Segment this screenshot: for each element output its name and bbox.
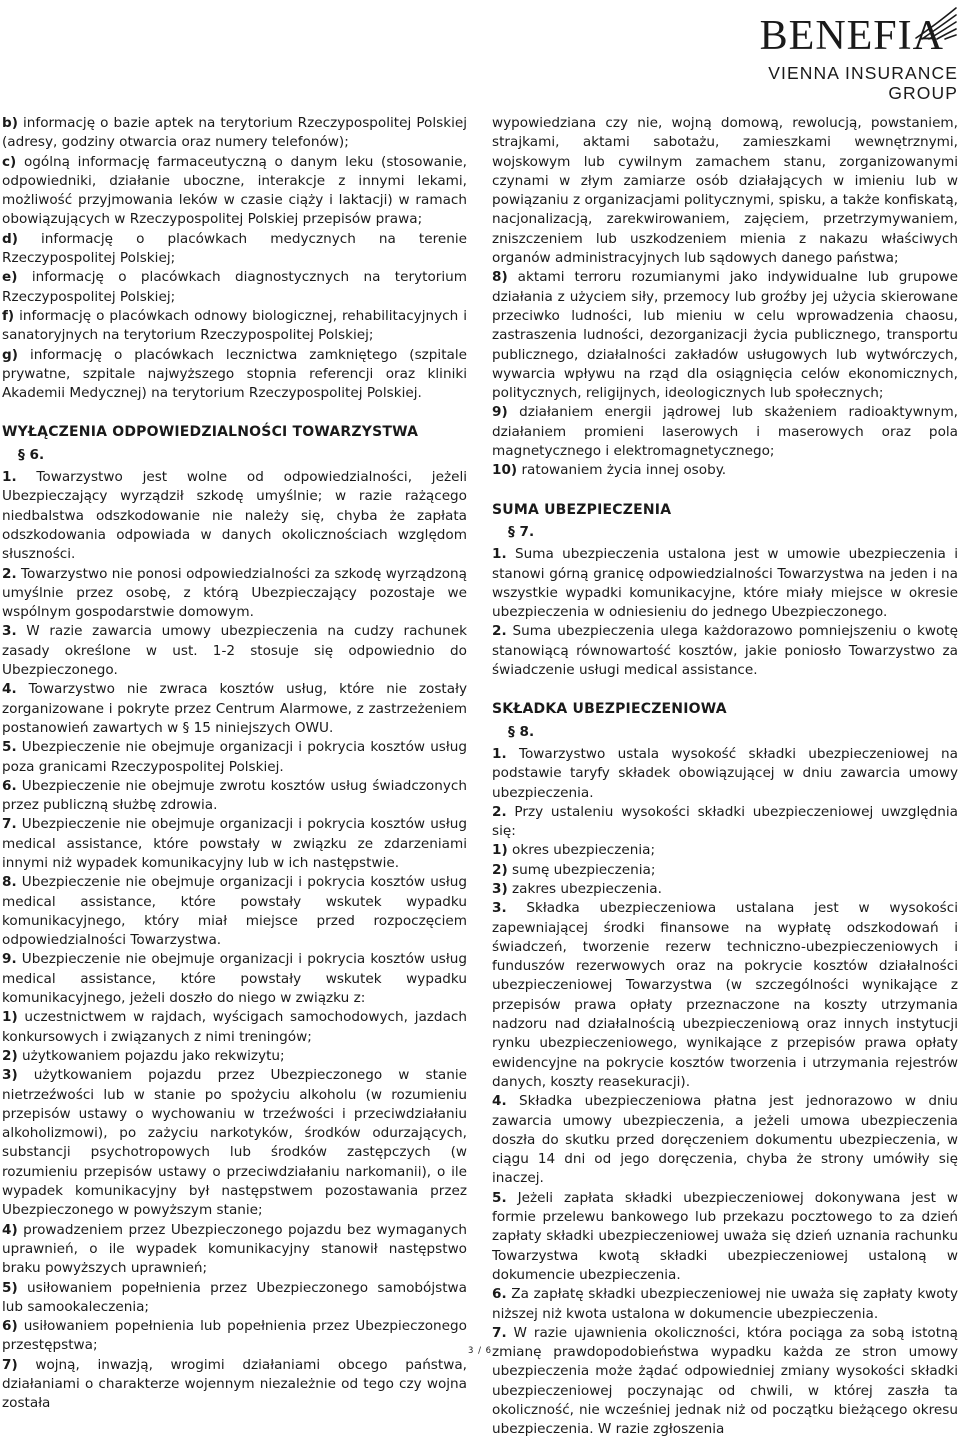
clause-text: Jeżeli zapłata składki ubezpieczeniowej dokonywana jest w formie przelewu bankowego lub przekazu pocztowego to za dzień zapłaty składki ubezpieczeniowej uważa się dzień uznania rachunku Towarzystwa kwotą składki ubezpieczeniowej ustaloną w dokumencie ubezpieczenia. <box>492 1189 958 1283</box>
clause <box>2 622 467 680</box>
benefia-logo <box>722 6 958 103</box>
item-marker: e) <box>2 269 18 286</box>
clause-text: Składka ubezpieczeniowa ustalana jest w wysokości zapewniającej środki finansowe na wypłatę odszkodowań i świadczeń, tworzenie rezerw techniczno-ubezpieczeniowych i funduszów rezerwowych oraz na pokrycie kosztów działalności ubezpieczeniowej Towarzystwa (w szczególności wynikające z przepisów prawa opłaty przeznaczone na koszty utrzymania nadzoru nad działalnością ubezpieczeniową oraz innych instytucji rynku ubezpieczeniowego, wynikające z przepisów prawa opłaty ewidencyjne na pokrycie kosztów tworzenia i utrzymania rejestrów danych, koszty reasekuracji). <box>492 900 958 1090</box>
item-marker: c) <box>2 153 17 170</box>
item-text: prowadzeniem przez Ubezpieczonego pojazdu bez wymaganych uprawnień, o ile wypadek komunikacyjny stanowił następstwo braku powyższych uprawnień; <box>2 1221 467 1277</box>
clause <box>2 815 467 873</box>
clause-text: Ubezpieczenie nie obejmuje zwrotu kosztów usług świadczonych przez publiczną służbę zdrowia. <box>2 777 467 814</box>
item-text: usiłowaniem popełnienia lub popełnienia przez Ubezpieczonego przestępstwa; <box>2 1318 467 1354</box>
item-text: informację o placówkach diagnostycznych na terytorium Rzeczypospolitej Polskiej; <box>2 269 468 305</box>
clause-text: Towarzystwo ustala wysokość składki ubezpieczeniowej na podstawie taryfy składek obowiązującej w dniu zawarcia umowy ubezpieczenia. <box>492 745 959 801</box>
clause-text: Towarzystwo nie ponosi odpowiedzialności za szkodę wyrządzoną umyślnie przez osobę, z którą Ubezpieczający pozostaje we wspólnym gospodarstwie domowym. <box>2 565 467 621</box>
list-item <box>2 1047 467 1066</box>
item-text: uczestnictwem w rajdach, wyścigach samochodowych, jazdach konkursowych i związanych z nimi treningów; <box>2 1009 467 1045</box>
clause <box>492 899 958 1092</box>
clause-text: Ubezpieczenie nie obejmuje organizacji i pokrycia kosztów usług medical assistance, które powstały w związku ze zdarzeniami innymi niż wypadek komunikacyjny lub w ich następstwie. <box>2 816 467 871</box>
clause-number: 2. <box>492 623 507 640</box>
clause-number: 7. <box>2 816 17 833</box>
list-item <box>492 268 958 403</box>
list-item <box>2 1356 467 1414</box>
list-item <box>2 268 467 307</box>
item-marker: 9) <box>492 404 508 421</box>
item-marker: 1) <box>492 842 508 859</box>
clause <box>2 873 467 950</box>
item-text: aktami terroru rozumianymi jako indywidualne lub grupowe działania z użyciem siły, przemocy lub groźby jej użycia skierowane przeciwko ludności, lub mieniu w celu wprowadzenia chaosu, zastraszenia ludności, dezorganizacji życia publicznego, transportu publicznego, działalności zakładów usługowych lub wytwórczych, wywarcia wpływu na rząd dla osiągnięcia celów ekonomicznych, politycznych, religijnych, ideologicznych lub społecznych; <box>492 269 958 402</box>
left-column <box>2 114 467 1414</box>
brand-name: BENEFIA <box>759 13 944 59</box>
clause-number: 5. <box>2 739 17 756</box>
benefia-leaf-icon <box>912 6 958 40</box>
clause-text: Za zapłatę składki ubezpieczeniowej nie uważa się zapłaty kwoty niższej niż kwota ustalona w dokumencie ubezpieczenia. <box>492 1286 958 1322</box>
clause-number: 3. <box>492 900 507 917</box>
clause <box>2 680 467 738</box>
clause-number: 9. <box>2 951 17 968</box>
clause-number: 1. <box>492 745 507 762</box>
item-text: ratowaniem życia innej osoby. <box>521 462 727 479</box>
item-text: zakres ubezpieczenia. <box>512 880 662 897</box>
clause <box>492 1285 958 1324</box>
list-item <box>492 880 958 899</box>
clause-number: 6. <box>2 777 17 794</box>
item-marker: 5) <box>2 1279 18 1296</box>
section-6-paragraph: § 6. <box>18 446 45 463</box>
section-7-paragraph: § 7. <box>508 523 535 540</box>
list-item <box>2 1066 467 1220</box>
item-marker: 2) <box>492 861 508 878</box>
list-item <box>492 841 958 860</box>
page-number: 3 / 6 <box>467 1346 493 1356</box>
item-marker: 2) <box>2 1047 18 1064</box>
item-marker: b) <box>2 115 18 131</box>
clause-number: 2. <box>2 565 17 582</box>
item-marker: 7) <box>2 1356 18 1373</box>
section-6-heading: WYŁĄCZENIA ODPOWIEDZIALNOŚCI TOWARZYSTWA <box>2 424 419 441</box>
clause-text: Ubezpieczenie nie obejmuje organizacji i pokrycia kosztów usług medical assistance, które powstały wskutek wypadku komunikacyjnego, który miał miejsce przed rozpoczęciem odpowiedzialności Towarzystwa. <box>2 874 467 949</box>
item-marker: d) <box>2 230 18 247</box>
list-item <box>2 114 467 153</box>
clause-text: Suma ubezpieczenia ulega każdorazowo pomniejszeniu o kwotę stanowiącą równowartość kosztów, jakie poniosło Towarzystwo za świadczenie usługi medical assistance. <box>492 623 958 679</box>
exclusion-list-continued <box>492 268 958 480</box>
list-item <box>2 1221 467 1279</box>
clause-text: W razie ujawnienia okoliczności, która pociąga za sobą istotną zmianę prawdopodobieństwa wypadku każda ze stron umowy ubezpieczenia może żądać odpowiedniej zmiany wysokości składki ubezpieczeniowej poczynając od chwili, w której zaszła ta okoliczność, nie wcześniej jednak niż od początku bieżącego okresu ubezpieczenia. W razie zgłoszenia <box>492 1324 958 1438</box>
list-item <box>492 403 958 461</box>
brand-tagline: VIENNA INSURANCE GROUP <box>768 63 958 103</box>
clause <box>492 545 958 622</box>
clause-number: 2. <box>492 803 507 820</box>
item-text: informację o placówkach medycznych na terenie Rzeczypospolitej Polskiej; <box>2 230 467 267</box>
clause-text: Składka ubezpieczeniowa płatna jest jednorazowo w dniu zawarcia umowy ubezpieczenia, a jeżeli umowa ubezpieczenia doszła do skutku przed doręczeniem dokumentu ubezpieczenia, w ciągu 14 dni od jego doręczenia, chyba że strony umówiły się inaczej. <box>492 1093 958 1187</box>
clause-number: 1. <box>2 469 17 486</box>
clause-text: W razie zawarcia umowy ubezpieczenia na cudzy rachunek zasady określone w ust. 1-2 stosuje się odpowiednio do Ubezpieczonego. <box>2 623 467 679</box>
list-item <box>492 461 958 480</box>
clause <box>2 777 467 816</box>
section-8-clauses <box>492 745 958 1440</box>
clause-number: 4. <box>2 681 17 698</box>
clause-number: 7. <box>492 1324 507 1341</box>
item-marker: 10) <box>492 462 518 479</box>
clause-number: 8. <box>2 874 17 891</box>
item-marker: g) <box>2 346 18 363</box>
item-text: informację o placówkach odnowy biologicznej, rehabilitacyjnych i sanatoryjnych na terytorium Rzeczypospolitej Polskiej; <box>2 307 467 344</box>
item-marker: 3) <box>2 1067 18 1084</box>
clause-number: 1. <box>492 546 507 563</box>
item-text: okres ubezpieczenia; <box>512 842 656 859</box>
clause <box>2 950 467 1008</box>
continued-text: wypowiedziana czy nie, wojną domową, rewolucją, powstaniem, strajkami, aktami sabotażu, zamieszkami wewnętrznymi, wojskowym lub cywilnym zamachem stanu, zorganizowanymi czynami w złym zamiarze osób działających w imieniu lub w powiązaniu z organizacjami politycznymi, spisku, a także konfiskatą, nacjonalizacją, zarekwirowaniem, zajęciem, przetrzymywaniem, zniszczeniem lub uszkodzeniem mienia z nakazu właściwych organów administracyjnych lub sądowych danego państwa; <box>492 115 958 267</box>
section-8-paragraph: § 8. <box>508 723 535 740</box>
item-marker: 4) <box>2 1221 18 1238</box>
clause-text: Przy ustaleniu wysokości składki ubezpieczeniowej uwzględnia się: <box>492 803 958 840</box>
clause-text: Ubezpieczenie nie obejmuje organizacji i pokrycia kosztów usług medical assistance, które powstały wskutek wypadku komunikacyjnego, jeżeli doszło do niego w związku z: <box>2 951 467 1007</box>
clause <box>492 803 958 842</box>
section-6-clauses <box>2 468 467 1008</box>
item-marker: f) <box>2 307 15 324</box>
item-text: informację o placówkach lecznictwa zamkniętego (szpitale prywatne, szpitale najwyższego stopnia referencji oraz kliniki Akademii Medycznej) na terytorium Rzeczypospolitej Polskiej. <box>2 346 467 402</box>
item-text: wojną, inwazją, wrogimi działaniami obcego państwa, działaniami o charakterze wojennym niezależnie od tego czy wojna została <box>2 1356 467 1412</box>
clause <box>2 565 467 623</box>
item-text: użytkowaniem pojazdu jako rekwizytu; <box>22 1047 285 1064</box>
item-text: sumę ubezpieczenia; <box>512 861 656 878</box>
clause <box>492 745 958 803</box>
list-item <box>2 1008 467 1047</box>
clause <box>492 622 958 680</box>
list-item <box>2 346 467 404</box>
clause <box>492 1092 958 1188</box>
list-item <box>2 230 467 269</box>
item-text: ogólną informację farmaceutyczną o danym leku (stosowanie, odpowiedniki, działanie uboczne, interakcje z innymi lekami, możliwość przyjmowania leków w czasie ciąży i laktacji) w ramach obowiązujących w Rzeczypospolitej Polskiej przepisów prawa; <box>2 153 467 228</box>
clause-text: Ubezpieczenie nie obejmuje organizacji i pokrycia kosztów usług poza granicami Rzeczypospolitej Polskiej. <box>2 739 467 775</box>
item-text: użytkowaniem pojazdu przez Ubezpieczonego w stanie nietrzeźwości lub w stanie po spożyciu alkoholu (w rozumieniu przepisów ustawy o wychowaniu w trzeźwości i przeciwdziałaniu alkoholizmowi), po zażyciu narkotyków, środków odurzających, substancji psychotropowych lub środków zastępczych (w rozumieniu przepisów ustawy o przeciwdziałaniu narkomanii), o ile wypadek komunikacyjny był następstwem pozostawania przez Ubezpieczonego w powyższym stanie; <box>2 1067 467 1219</box>
item-marker: 6) <box>2 1318 18 1335</box>
clause <box>2 468 467 564</box>
clause-number: 5. <box>492 1189 507 1206</box>
item-text: informację o bazie aptek na terytorium Rzeczypospolitej Polskiej (adresy, godziny otwarcia oraz numery telefonów); <box>2 115 467 151</box>
item-marker: 8) <box>492 269 508 286</box>
clause <box>2 738 467 777</box>
clause-number: 3. <box>2 623 17 640</box>
clause-number: 4. <box>492 1093 507 1110</box>
clause-text: Towarzystwo nie zwraca kosztów usług, które nie zostały zorganizowane i pokryte przez Centrum Alarmowe, z zastrzeżeniem postanowień zawartych w § 15 niniejszych OWU. <box>2 681 467 736</box>
item-text: działaniem energii jądrowej lub skażeniem radioaktywnym, działaniem promieni laserowych i maserowych oraz pola magnetycznego i elektromagnetycznego; <box>492 404 959 460</box>
list-item <box>2 1279 467 1318</box>
list-item <box>492 861 958 880</box>
right-column <box>492 114 958 1440</box>
clause <box>492 1324 958 1440</box>
section-7-heading: SUMA UBEZPIECZENIA <box>492 501 672 518</box>
list-item <box>2 307 467 346</box>
section-8-heading: SKŁADKA UBEZPIECZENIOWA <box>492 701 727 718</box>
list-item <box>2 153 467 230</box>
info-list <box>2 114 467 403</box>
clause-number: 6. <box>492 1286 507 1303</box>
item-marker: 1) <box>2 1009 18 1026</box>
section-7-clauses <box>492 545 958 680</box>
clause-text: Towarzystwo jest wolne od odpowiedzialności, jeżeli Ubezpieczający wyrządził szkodę umyślnie; w razie rażącego niedbalstwa odszkodowanie nie należy się, chyba że zapłata odszkodowania odpowiada w danych okolicznościach względom słuszności. <box>2 469 467 563</box>
item-marker: 3) <box>492 880 508 897</box>
clause <box>492 1189 958 1285</box>
clause-text: Suma ubezpieczenia ustalona jest w umowie ubezpieczenia i stanowi górną granicę odpowiedzialności Towarzystwa na jeden i na wszystkie wypadki komunikacyjne, które miały miejsce w okresie ubezpieczenia w odniesieniu do jednego Ubezpieczonego. <box>492 546 958 621</box>
item-text: usiłowaniem popełnienia przez Ubezpieczonego samobójstwa lub samookaleczenia; <box>2 1279 467 1315</box>
